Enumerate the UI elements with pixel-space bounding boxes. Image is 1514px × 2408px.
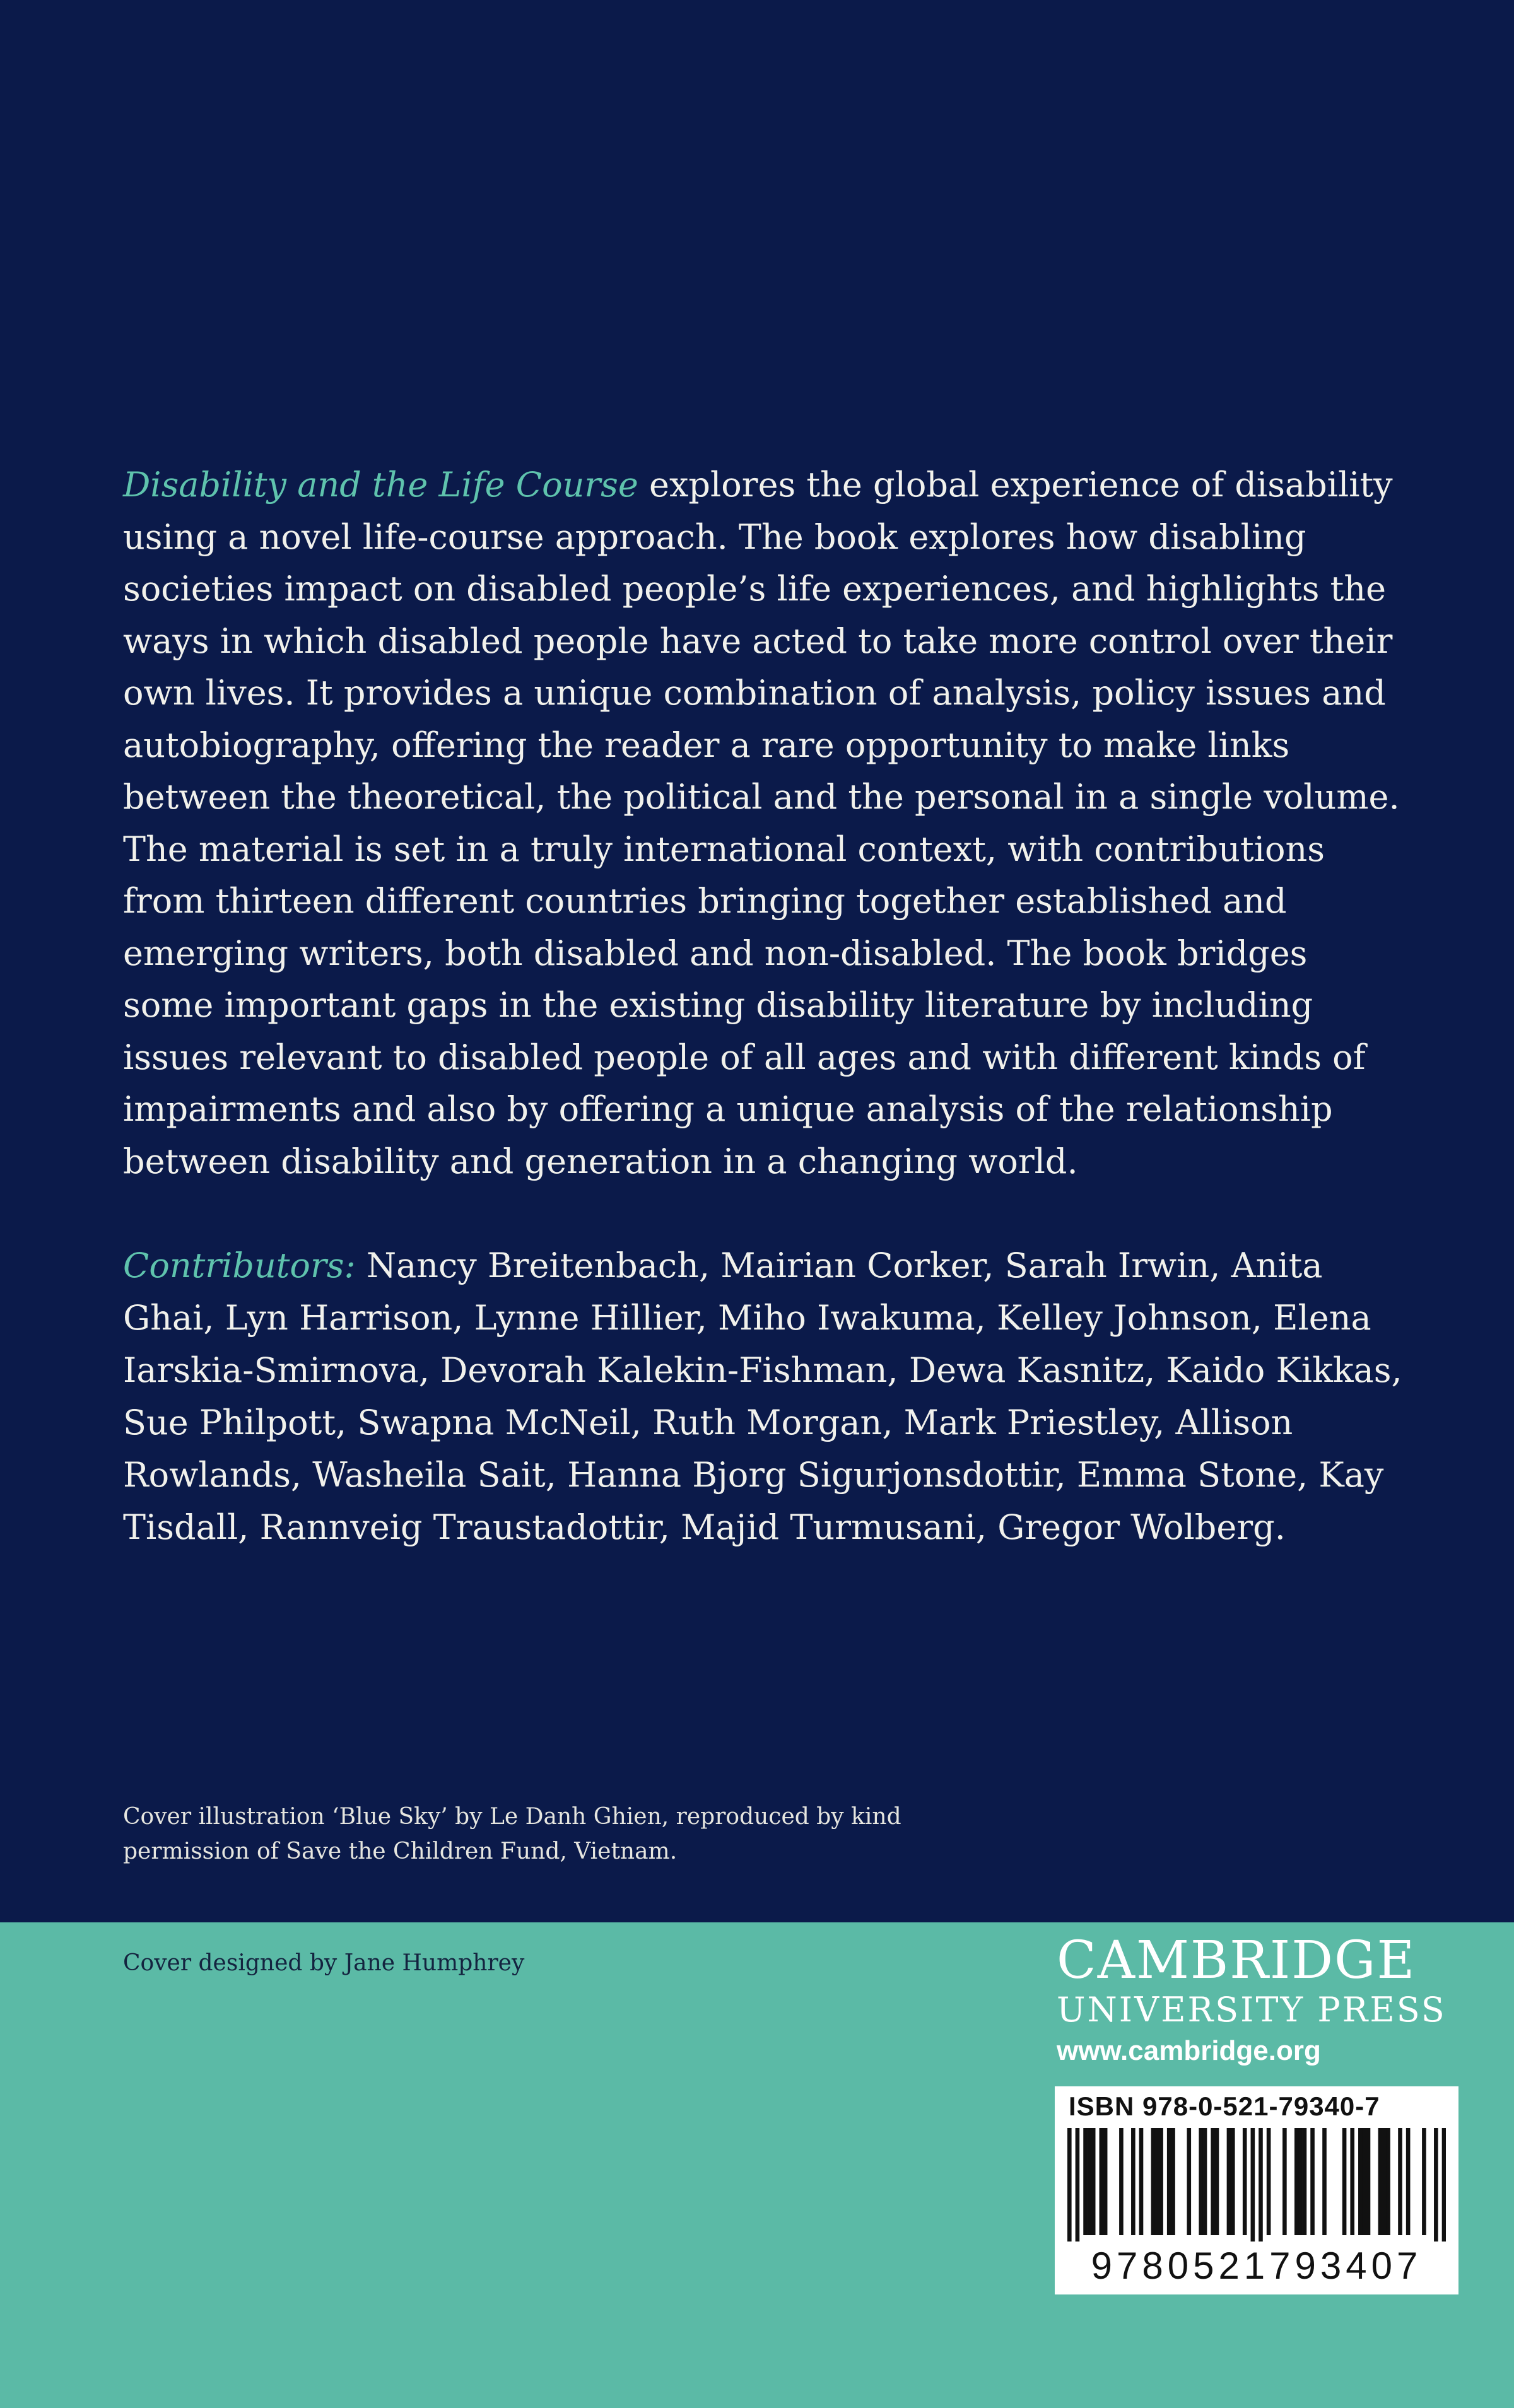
barcode-bar — [1386, 2128, 1390, 2235]
barcode-bar — [1310, 2128, 1315, 2235]
barcode-bar — [1366, 2128, 1371, 2235]
publisher-logo — [1057, 1931, 1460, 2070]
isbn-label: ISBN 978-0-521-79340-7 — [1069, 2091, 1380, 2121]
barcode-bar — [1119, 2128, 1124, 2235]
publisher-subtitle: UNIVERSITY PRESS — [1057, 1990, 1447, 2030]
barcode-bar — [1231, 2128, 1235, 2235]
barcode-bar — [1103, 2128, 1108, 2235]
barcode-bar — [1167, 2128, 1171, 2235]
barcode-panel — [1055, 2086, 1458, 2294]
barcode-bar — [1139, 2128, 1144, 2235]
barcode-bar — [1076, 2128, 1080, 2241]
barcode-bar — [1298, 2128, 1303, 2235]
publisher-url: www.cambridge.org — [1057, 2035, 1321, 2066]
barcode-bar — [1091, 2128, 1096, 2235]
barcode-bar — [1243, 2128, 1247, 2235]
barcode-bar — [1294, 2128, 1299, 2235]
barcode-bar — [1362, 2128, 1366, 2235]
barcode-bar — [1227, 2128, 1231, 2235]
barcode-bar — [1398, 2128, 1402, 2235]
barcode-bar — [1350, 2128, 1354, 2235]
barcode-bar — [1151, 2128, 1156, 2235]
barcode-bar — [1434, 2128, 1438, 2241]
barcode-bar — [1203, 2128, 1207, 2235]
book-title-italic: Disability and the Life Course — [123, 465, 638, 505]
barcode-bar — [1159, 2128, 1163, 2235]
barcode-bar — [1211, 2128, 1215, 2235]
barcode-bar — [1088, 2128, 1092, 2235]
barcode-bar — [1342, 2128, 1347, 2235]
publisher-name: CAMBRIDGE — [1057, 1931, 1416, 1990]
barcode-bar — [1358, 2128, 1363, 2235]
barcode-bar — [1378, 2128, 1383, 2235]
barcode-bar — [1251, 2128, 1255, 2241]
barcode-bar — [1199, 2128, 1203, 2235]
barcode-bar — [1083, 2128, 1088, 2235]
book-description-text: explores the global experience of disability using a novel life-course approach. The book explores how disabling societies impact on disabled people’s life experiences, and highlights the ways in which disabled people have acted to take more control over their own lives. It provides a unique combination of analysis, policy issues and autobiography, offering the reader a rare opportunity to make links between the theoretical, the political and the personal in a single volume. The material is set in a truly international context, with contributions from thirteen different countries bringing together established and emerging writers, both disabled and non-disabled. The book bridges some important gaps in the existing disability literature by including issues relevant to disabled people of all ages and with different kinds of impairments and also by offering a unique analysis of the relationship between disability and generation in a changing world. — [123, 465, 1400, 1181]
barcode-bar — [1406, 2128, 1411, 2235]
book-description — [123, 459, 1404, 1188]
barcode-digits: 9780521793407 — [1091, 2245, 1423, 2287]
barcode-bar — [1303, 2128, 1307, 2235]
barcode-bar — [1267, 2128, 1271, 2235]
contributors-label: Contributors: — [123, 1246, 356, 1285]
contributors-list — [123, 1239, 1404, 1553]
barcode-bar — [1187, 2128, 1191, 2235]
contributors-names: Nancy Breitenbach, Mairian Corker, Sarah Irwin, Anita Ghai, Lyn Harrison, Lynne Hillier, Miho Iwakuma, Kelley Johnson, Elena Iarskia-Smirnova, Devorah Kalekin-Fishman, Dewa Kasnitz, Kaido Kikkas, Sue Philpott, Swapna McNeil, Ruth Morgan, Mark Priestley, Allison Rowlands, Washeila Sait, Hanna Bjorg Sigurjonsdottir, Emma Stone, Kay Tisdall, Rannveig Traustadottir, Majid Turmusani, Gregor Wolberg. — [123, 1246, 1402, 1547]
barcode-bar — [1100, 2128, 1104, 2235]
barcode-bar — [1422, 2128, 1426, 2235]
barcode-bar — [1322, 2128, 1327, 2235]
illustration-credit: Cover illustration ‘Blue Sky’ by Le Danh Ghien, reproduced by kind permission of Save the Children Fund, Vietnam. — [123, 1804, 901, 1864]
barcode-bar — [1067, 2128, 1072, 2241]
barcode-bar — [1215, 2128, 1219, 2235]
barcode-bar — [1131, 2128, 1136, 2235]
barcode-bar — [1259, 2128, 1263, 2241]
barcode-bar — [1442, 2128, 1446, 2241]
barcode-bar — [1282, 2128, 1287, 2235]
barcode-bar — [1171, 2128, 1175, 2235]
designer-credit: Cover designed by Jane Humphrey — [123, 1950, 525, 1976]
barcode-bar — [1155, 2128, 1159, 2235]
barcode-bar — [1382, 2128, 1387, 2235]
barcode-icon — [1067, 2128, 1446, 2241]
